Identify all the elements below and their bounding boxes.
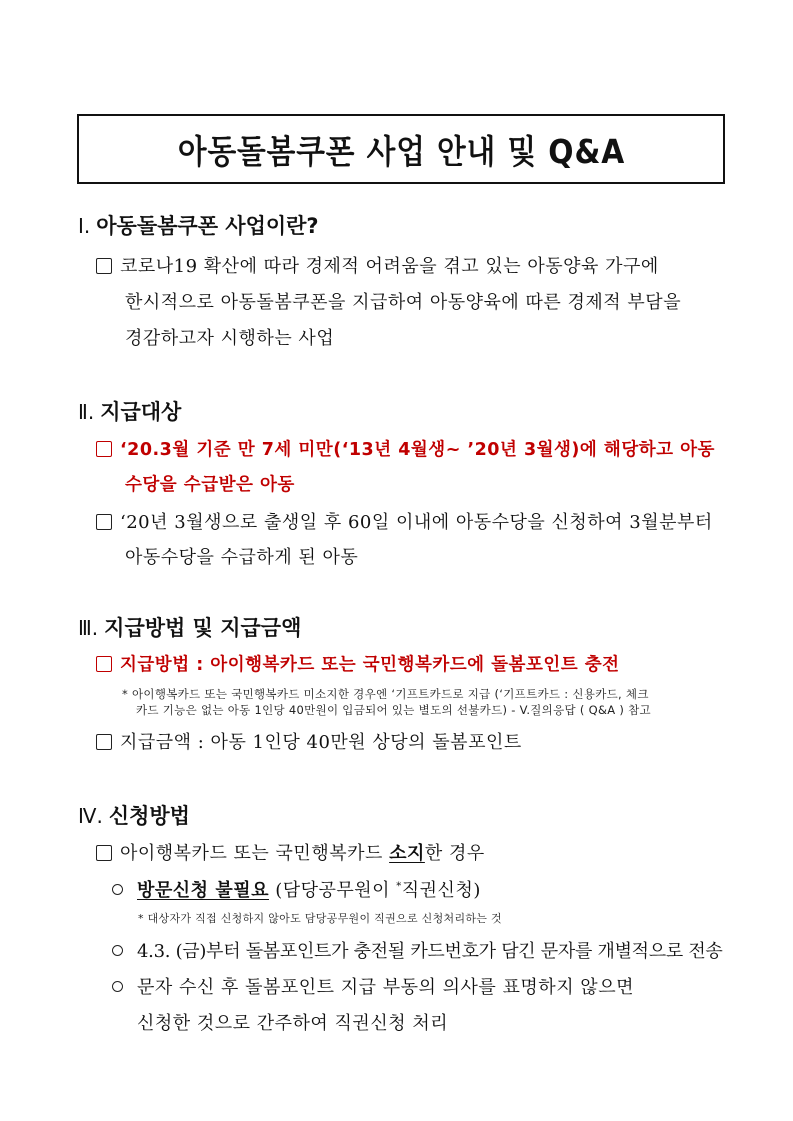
checkbox-bullet-icon <box>96 734 112 750</box>
item-text: 지급방법 : 아이행복카드 또는 국민행복카드에 돌봄포인트 충전 <box>120 655 620 675</box>
section-number: Ⅳ. <box>78 804 103 828</box>
section-2-heading <box>78 396 181 426</box>
item-text-continuation: 경감하고자 시행하는 사업 <box>125 328 335 349</box>
checkbox-bullet-icon <box>96 656 112 672</box>
sub-list-item <box>112 937 723 963</box>
item-text: ‘20년 3월생으로 출생일 후 60일 이내에 아동수당을 신청하여 3월분부터 <box>120 512 713 533</box>
footnote-marker: * <box>396 881 402 892</box>
item-text: 4.3. (금)부터 돌봄포인트가 충전될 카드번호가 담긴 문자를 개별적으로 전송 <box>137 941 723 962</box>
item-text: 아이행복카드 또는 국민행복카드 <box>120 843 390 864</box>
section-title: 지급대상 <box>100 400 182 424</box>
checkbox-bullet-icon <box>96 845 112 861</box>
circle-bullet-icon <box>112 981 123 992</box>
section-3-heading <box>78 612 301 642</box>
list-item <box>96 252 659 278</box>
emphasis-text: 방문신청 불필요 <box>137 880 269 901</box>
document-title-box <box>77 114 725 184</box>
section-title: 신청방법 <box>108 804 190 828</box>
section-1-heading <box>78 210 319 240</box>
item-text: 지급금액 : 아동 1인당 40만원 상당의 돌봄포인트 <box>120 732 522 753</box>
section-4-heading <box>78 800 190 830</box>
item-text-continuation: 수당을 수급받은 아동 <box>125 475 295 495</box>
emphasis-text: 소지 <box>389 843 425 864</box>
section-title: 지급방법 및 지급금액 <box>104 616 302 640</box>
document-title: 아동돌봄쿠폰 사업 안내 및 Q&A <box>177 131 625 171</box>
item-text-continuation: 한시적으로 아동돌봄쿠폰을 지급하여 아동양육에 따른 경제적 부담을 <box>125 292 682 313</box>
item-text-continuation: 아동수당을 수급하게 된 아동 <box>125 547 359 568</box>
checkbox-bullet-icon <box>96 441 112 457</box>
footnote: 카드 기능은 없는 아동 1인당 40만원이 입금되어 있는 별도의 선불카드) - V.질의응답 ( Q&A ) 참고 <box>136 703 651 717</box>
checkbox-bullet-icon <box>96 514 112 530</box>
section-title: 아동돌봄쿠폰 사업이란? <box>96 214 319 238</box>
item-text: ‘20.3월 기준 만 7세 미만(‘13년 4월생~ ’20년 3월생)에 해당하고 아동 <box>120 440 715 460</box>
item-text: 한 경우 <box>424 843 485 864</box>
list-item <box>96 508 713 534</box>
list-item <box>96 839 485 865</box>
footnote: * 대상자가 직접 신청하지 않아도 담당공무원이 직권으로 신청처리하는 것 <box>138 912 502 925</box>
section-number: Ⅲ. <box>78 616 99 640</box>
list-item-highlighted <box>96 651 620 676</box>
list-item <box>96 728 522 754</box>
sub-list-item <box>112 876 481 902</box>
checkbox-bullet-icon <box>96 258 112 274</box>
circle-bullet-icon <box>112 884 123 895</box>
item-text: 문자 수신 후 돌봄포인트 지급 부동의 의사를 표명하지 않으면 <box>137 977 634 998</box>
item-text: 코로나19 확산에 따라 경제적 어려움을 겪고 있는 아동양육 가구에 <box>120 256 659 277</box>
footnote: * 아이행복카드 또는 국민행복카드 미소지한 경우엔 ‘기프트카드로 지급 (‘기프트카드 : 신용카드, 체크 <box>122 687 649 701</box>
item-text: (담당공무원이 <box>268 880 397 901</box>
list-item-highlighted <box>96 436 715 461</box>
sub-list-item <box>112 973 634 999</box>
section-number: Ⅰ. <box>78 214 91 238</box>
item-text-continuation: 신청한 것으로 간주하여 직권신청 처리 <box>137 1013 449 1034</box>
item-text: 직권신청) <box>401 880 481 901</box>
section-number: Ⅱ. <box>78 400 95 424</box>
circle-bullet-icon <box>112 945 123 956</box>
